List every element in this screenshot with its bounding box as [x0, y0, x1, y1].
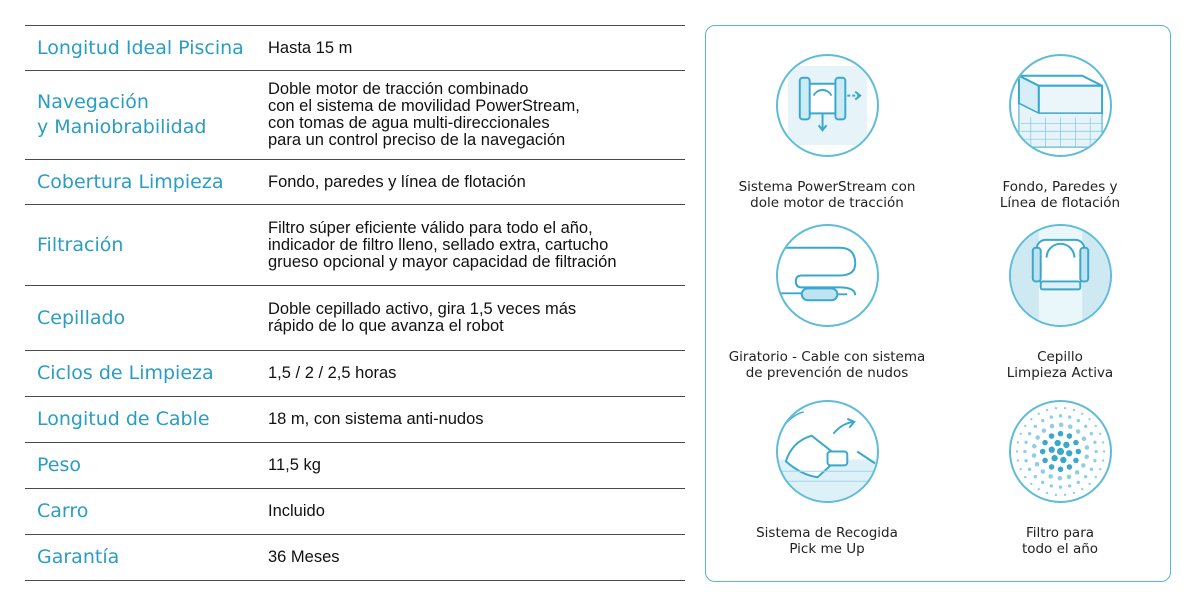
spec-label: Longitud de Cable: [37, 408, 210, 430]
feature-caption: Filtro para todo el año: [1021, 525, 1099, 557]
feature-filter: [945, 400, 1175, 557]
feature-caption: Sistema de Recogida Pick me Up: [756, 525, 898, 557]
feature-pick-me-up: [712, 400, 942, 557]
spec-row: [25, 351, 685, 397]
spec-row: [25, 71, 685, 160]
spec-row: [25, 535, 685, 581]
spec-value: Doble cepillado activo, gira 1,5 veces más rápido de lo que avanza el robot: [268, 300, 577, 335]
spec-value: Incluido: [268, 502, 325, 520]
spec-value: 11,5 kg: [268, 456, 321, 474]
spec-row: [25, 397, 685, 443]
features-panel: [705, 25, 1171, 582]
spec-label: Ciclos de Limpieza: [37, 362, 214, 384]
spec-value: 36 Meses: [268, 548, 340, 566]
spec-row: [25, 489, 685, 535]
feature-swivel-cable: [712, 224, 942, 381]
spec-value: Hasta 15 m: [268, 38, 353, 57]
feature-active-brush: [945, 224, 1175, 381]
spec-value: 1,5 / 2 / 2,5 horas: [268, 364, 397, 382]
feature-powerstream: [712, 54, 942, 211]
filter-icon: [1009, 400, 1112, 503]
feature-pool-coverage: [945, 54, 1175, 211]
powerstream-robot-icon: [776, 54, 879, 157]
spec-row: [25, 286, 685, 351]
spec-value: 18 m, con sistema anti-nudos: [268, 410, 484, 428]
spec-row: [25, 160, 685, 205]
spec-label: Garantía: [37, 546, 120, 568]
pool-floor-walls-icon: [1009, 54, 1112, 157]
spec-label: Longitud Ideal Piscina: [37, 36, 244, 59]
spec-value: Filtro súper eficiente válido para todo el año, indicador de filtro lleno, sellado extra, cartucho grueso opcional y mayor capacidad de filtración: [268, 218, 617, 271]
pick-me-up-icon: [776, 400, 879, 503]
spec-label: Peso: [37, 454, 81, 476]
spec-row: [25, 205, 685, 286]
swivel-cable-icon: [776, 224, 879, 327]
spec-table: [25, 25, 685, 581]
spec-label: Navegación y Maniobrabilidad: [37, 91, 207, 138]
spec-value: Doble motor de tracción combinado con el sistema de movilidad PowerStream, con tomas de agua multi-direccionales para un control preciso de la navegación: [268, 80, 580, 149]
spec-value: Fondo, paredes y línea de flotación: [268, 172, 526, 191]
feature-caption: Cepillo Limpieza Activa: [1006, 349, 1114, 381]
feature-caption: Fondo, Paredes y Línea de flotación: [999, 179, 1121, 211]
spec-row: [25, 25, 685, 71]
spec-label: Filtración: [37, 233, 124, 256]
spec-label: Carro: [37, 500, 89, 522]
spec-label: Cobertura Limpieza: [37, 170, 224, 193]
spec-label: Cepillado: [37, 306, 126, 329]
feature-caption: Sistema PowerStream con dole motor de tracción: [738, 179, 916, 211]
feature-caption: Giratorio - Cable con sistema de prevención de nudos: [728, 349, 926, 381]
spec-row: [25, 443, 685, 489]
active-brush-icon: [1009, 224, 1112, 327]
